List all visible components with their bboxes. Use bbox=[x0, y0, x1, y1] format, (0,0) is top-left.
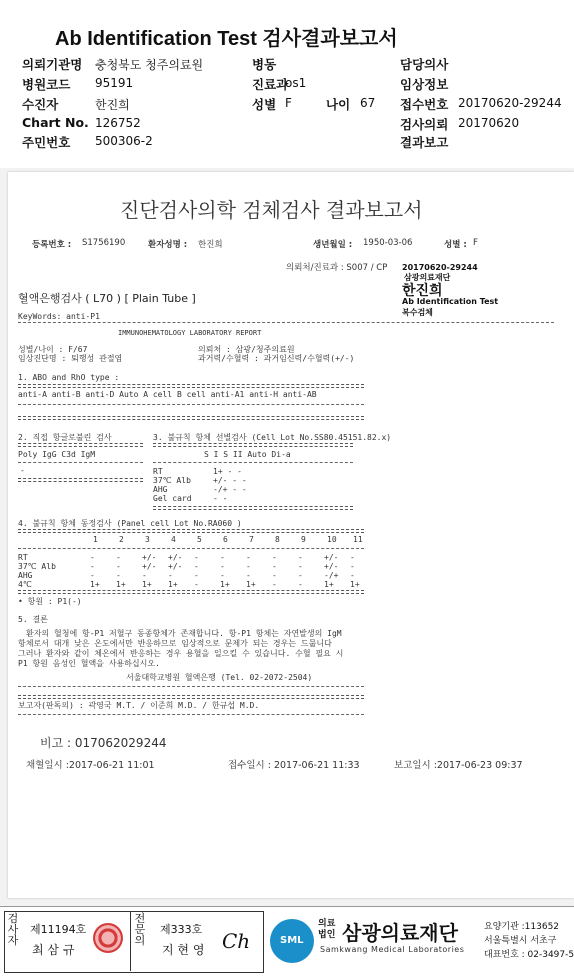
panel-cell: - bbox=[350, 562, 355, 571]
divider bbox=[18, 714, 364, 715]
panel-cell: - bbox=[246, 553, 251, 562]
panel-row-label: 37℃ Alb bbox=[18, 562, 56, 571]
panel-cell: 1+ bbox=[142, 580, 152, 589]
reported-time: 보고일시 :2017-06-23 09:37 bbox=[394, 760, 523, 771]
value-request-date: 20170620 bbox=[458, 116, 520, 130]
value-requesting-org: 충청북도 청주의료원 bbox=[95, 58, 204, 72]
specialist-no: 제333호 bbox=[160, 923, 203, 936]
panel-cell: - bbox=[116, 571, 121, 580]
panel-cell: - bbox=[298, 553, 303, 562]
keywords: KeyWords: anti-P1 bbox=[18, 312, 100, 321]
panel-row-label: 4℃ bbox=[18, 580, 32, 589]
screen-headers: S I S II Auto Di-a bbox=[204, 450, 291, 459]
report-title: 진단검사의학 검체검사 결과보고서 bbox=[120, 198, 423, 222]
label-requesting-org: 의뢰기관명 bbox=[22, 57, 83, 72]
panel-cell: - bbox=[168, 571, 173, 580]
divider bbox=[18, 416, 364, 420]
panel-title: 4. 불규칙 항체 동정검사 (Panel cell Lot No.RA060 ) bbox=[18, 519, 242, 528]
panel-col-header: 9 bbox=[301, 535, 306, 544]
value-department: os1 bbox=[285, 76, 307, 90]
lab-title: IMMUNOHEMATOLOGY LABORATORY REPORT bbox=[118, 329, 262, 337]
history-line: 과거력/수혈력 : 과거임신력/수혈력(+/-) bbox=[198, 354, 355, 363]
inspector-label: 검사자 bbox=[7, 912, 19, 947]
screen-row-label: Gel card bbox=[153, 494, 192, 503]
label-patient: 수진자 bbox=[22, 97, 59, 112]
label-clinical-info: 임상정보 bbox=[400, 77, 449, 92]
sex-value: F bbox=[473, 238, 478, 248]
panel-row-label: RT bbox=[18, 553, 28, 562]
result-line: P1 항원 음성인 혈액을 사용하십시오. bbox=[18, 659, 160, 668]
panel-col-header: 11 bbox=[353, 535, 363, 544]
panel-cell: - bbox=[220, 571, 225, 580]
divider bbox=[153, 462, 353, 463]
label-sex: 성별 bbox=[252, 97, 277, 112]
divider bbox=[18, 695, 364, 699]
contact-phone: 대표번호 : 02-3497-5 bbox=[484, 950, 574, 960]
divider bbox=[18, 462, 143, 463]
panel-cell: - bbox=[350, 571, 355, 580]
panel-cell: - bbox=[194, 571, 199, 580]
reg-label: 등록번호 : bbox=[32, 240, 72, 250]
stamp-org: 삼광의료재단 bbox=[404, 273, 451, 282]
panel-cell: - bbox=[220, 553, 225, 562]
name-value: 한진희 bbox=[198, 240, 223, 250]
panel-cell: 1+ bbox=[220, 580, 230, 589]
specialist-name: 지 현 영 bbox=[162, 943, 205, 957]
panel-cell: - bbox=[298, 571, 303, 580]
result-line: 환자의 혈청에 항-P1 저혈구 동종항체가 존재합니다. 항-P1 항체는 자연발생의 IgM bbox=[26, 629, 342, 638]
reporter-line: 보고자(판독의) : 곽영국 M.T. / 이준희 M.D. / 한규섭 M.D. bbox=[18, 701, 260, 710]
value-sex: F bbox=[285, 96, 292, 110]
dat-title: 2. 직접 항글로불린 검사 bbox=[18, 433, 112, 442]
report-footer bbox=[0, 906, 574, 977]
result-title: 5. 결론 bbox=[18, 615, 48, 624]
ward-line: 의뢰처 : 삼광/청주의료원 bbox=[198, 345, 295, 354]
screen-row-label: AHG bbox=[153, 485, 168, 494]
panel-cell: +/- bbox=[142, 562, 157, 571]
reg-value: S1756190 bbox=[82, 238, 126, 248]
divider bbox=[153, 443, 353, 447]
label-hospital-code: 병원코드 bbox=[22, 77, 71, 92]
divider bbox=[18, 590, 364, 594]
divider bbox=[18, 404, 364, 405]
label-result-report: 결과보고 bbox=[400, 135, 449, 150]
panel-cell: - bbox=[220, 562, 225, 571]
contact-address: 서울특별시 서초구 bbox=[484, 936, 557, 946]
value-receipt-no: 20170620-29244 bbox=[458, 96, 562, 110]
panel-cell: +/- bbox=[324, 553, 339, 562]
panel-cell: - bbox=[298, 580, 303, 589]
stamp-test: Ab Identification Test bbox=[402, 297, 499, 306]
screen-row-values: 1+ - - bbox=[213, 467, 242, 476]
result-line: 그러나 환자와 같이 체온에서 반응하는 경우 용혈을 일으킬 수 있습니다. 수혈 필요 시 bbox=[18, 649, 344, 658]
inspector-name: 최 삼 규 bbox=[32, 943, 75, 957]
panel-cell: -/+ bbox=[324, 571, 339, 580]
label-department: 진료과 bbox=[252, 77, 289, 92]
screen-row-values: +/- - - bbox=[213, 476, 247, 485]
foundation-en: Samkwang Medical Laboratories bbox=[320, 945, 465, 954]
result-line: 항체로서 대개 낮은 온도에서만 반응하므로 임상적으로 문제가 되는 경우는 드뭅니다 bbox=[18, 639, 332, 648]
dat-values: - bbox=[20, 466, 25, 475]
screen-row-label: RT bbox=[153, 467, 163, 476]
panel-cell: - bbox=[246, 562, 251, 571]
panel-cell: - bbox=[194, 553, 199, 562]
label-request-date: 검사의뢰 bbox=[400, 117, 449, 132]
panel-cell: - bbox=[350, 553, 355, 562]
panel-col-header: 3 bbox=[145, 535, 150, 544]
header-title: Ab Identification Test 검사결과보고서 bbox=[55, 28, 398, 50]
panel-cell: - bbox=[246, 571, 251, 580]
panel-cell: 1+ bbox=[168, 580, 178, 589]
abo-title: 1. ABO and RhO type : bbox=[18, 373, 120, 382]
panel-col-header: 5 bbox=[197, 535, 202, 544]
panel-cell: +/- bbox=[324, 562, 339, 571]
specialist-label: 전문의 bbox=[134, 912, 146, 947]
divider bbox=[18, 529, 364, 533]
panel-cell: 1+ bbox=[350, 580, 360, 589]
panel-cell: - bbox=[272, 571, 277, 580]
panel-col-header: 2 bbox=[119, 535, 124, 544]
panel-cell: +/- bbox=[142, 553, 157, 562]
divider bbox=[18, 322, 554, 323]
report-header bbox=[0, 0, 574, 168]
dat-headers: Poly IgG C3d IgM bbox=[18, 450, 96, 459]
inspector-seal-icon bbox=[93, 923, 123, 953]
panel-cell: +/- bbox=[168, 553, 183, 562]
panel-col-header: 1 bbox=[93, 535, 98, 544]
diagnosis: 임상진단명 : 퇴행성 관절염 bbox=[18, 354, 123, 363]
panel-col-header: 6 bbox=[223, 535, 228, 544]
label-id-no: 주민번호 bbox=[22, 135, 71, 150]
panel-row-label: AHG bbox=[18, 571, 33, 580]
panel-cell: - bbox=[272, 562, 277, 571]
panel-col-header: 4 bbox=[171, 535, 176, 544]
panel-cell: - bbox=[272, 553, 277, 562]
divider bbox=[153, 506, 353, 510]
label-receipt-no: 접수번호 bbox=[400, 97, 449, 112]
sex-label: 성별 : bbox=[444, 240, 467, 250]
abo-headers: anti-A anti-B anti-D Auto A cell B cell anti-A1 anti-H anti-AB bbox=[18, 390, 317, 399]
panel-cell: 1+ bbox=[324, 580, 334, 589]
hospital-line: 서울대학교병원 혈액은행 (Tel. 02-2072-2504) bbox=[126, 673, 313, 682]
birth-value: 1950-03-06 bbox=[363, 238, 413, 248]
panel-col-header: 10 bbox=[327, 535, 337, 544]
label-age: 나이 bbox=[326, 97, 351, 112]
panel-cell: +/- bbox=[168, 562, 183, 571]
value-patient: 한진희 bbox=[95, 98, 130, 112]
panel-cell: - bbox=[194, 562, 199, 571]
label-chart-no: Chart No. bbox=[22, 115, 89, 130]
logo-text: SML bbox=[280, 935, 304, 946]
panel-cell: - bbox=[90, 562, 95, 571]
label-ward: 병동 bbox=[252, 57, 277, 72]
label-doctor: 담당의사 bbox=[400, 57, 449, 72]
divider bbox=[18, 686, 364, 687]
birth-label: 생년월일 : bbox=[313, 240, 353, 250]
stamp-number: 20170620-29244 bbox=[402, 263, 478, 272]
panel-col-header: 7 bbox=[249, 535, 254, 544]
section-title: 혈액은행검사 ( L70 ) [ Plain Tube ] bbox=[18, 292, 196, 305]
dept-line: 의뢰처/진료과 : S007 / CP bbox=[286, 263, 388, 273]
panel-cell: - bbox=[194, 580, 199, 589]
collected-time: 채혈일시 :2017-06-21 11:01 bbox=[26, 760, 155, 771]
foundation-prefix: 의료법인 bbox=[318, 919, 336, 940]
name-label: 환자성명 : bbox=[148, 240, 188, 250]
sex-age: 성별/나이 : F/67 bbox=[18, 345, 88, 354]
p1-antigen: • 항원 : P1(-) bbox=[18, 597, 82, 606]
panel-cell: - bbox=[298, 562, 303, 571]
scanned-report bbox=[8, 172, 574, 898]
screen-title: 3. 불규칙 항체 선별검사 (Cell Lot No.SS80.45151.82.x) bbox=[153, 433, 392, 442]
value-age: 67 bbox=[360, 96, 376, 110]
panel-cell: - bbox=[272, 580, 277, 589]
stamp-specimen: 복수검체 bbox=[402, 308, 433, 317]
divider bbox=[18, 548, 364, 549]
panel-cell: - bbox=[90, 553, 95, 562]
value-chart-no: 126752 bbox=[95, 116, 141, 130]
panel-cell: - bbox=[116, 562, 121, 571]
contact-code: 요양기관 :113652 bbox=[484, 922, 560, 932]
signature-mark: Ch bbox=[222, 929, 251, 953]
panel-cell: 1+ bbox=[90, 580, 100, 589]
ref-number: 비고 : 017062029244 bbox=[40, 736, 167, 750]
panel-cell: 1+ bbox=[246, 580, 256, 589]
panel-cell: - bbox=[116, 553, 121, 562]
screen-row-values: -/+ - - bbox=[213, 485, 247, 494]
divider bbox=[18, 478, 143, 482]
divider bbox=[130, 911, 131, 971]
divider bbox=[18, 443, 143, 447]
stamp-name: 한진희 bbox=[402, 283, 443, 299]
panel-col-header: 8 bbox=[275, 535, 280, 544]
panel-cell: 1+ bbox=[116, 580, 126, 589]
divider bbox=[18, 384, 364, 388]
inspector-no: 제11194호 bbox=[30, 923, 87, 936]
panel-cell: - bbox=[90, 571, 95, 580]
value-id-no: 500306-2 bbox=[95, 134, 153, 148]
screen-row-label: 37℃ Alb bbox=[153, 476, 191, 485]
panel-cell: - bbox=[142, 571, 147, 580]
value-hospital-code: 95191 bbox=[95, 76, 134, 90]
foundation-name: 삼광의료재단 bbox=[342, 921, 458, 945]
screen-row-values: - - bbox=[213, 494, 228, 503]
received-time: 접수일시 : 2017-06-21 11:33 bbox=[228, 760, 360, 771]
